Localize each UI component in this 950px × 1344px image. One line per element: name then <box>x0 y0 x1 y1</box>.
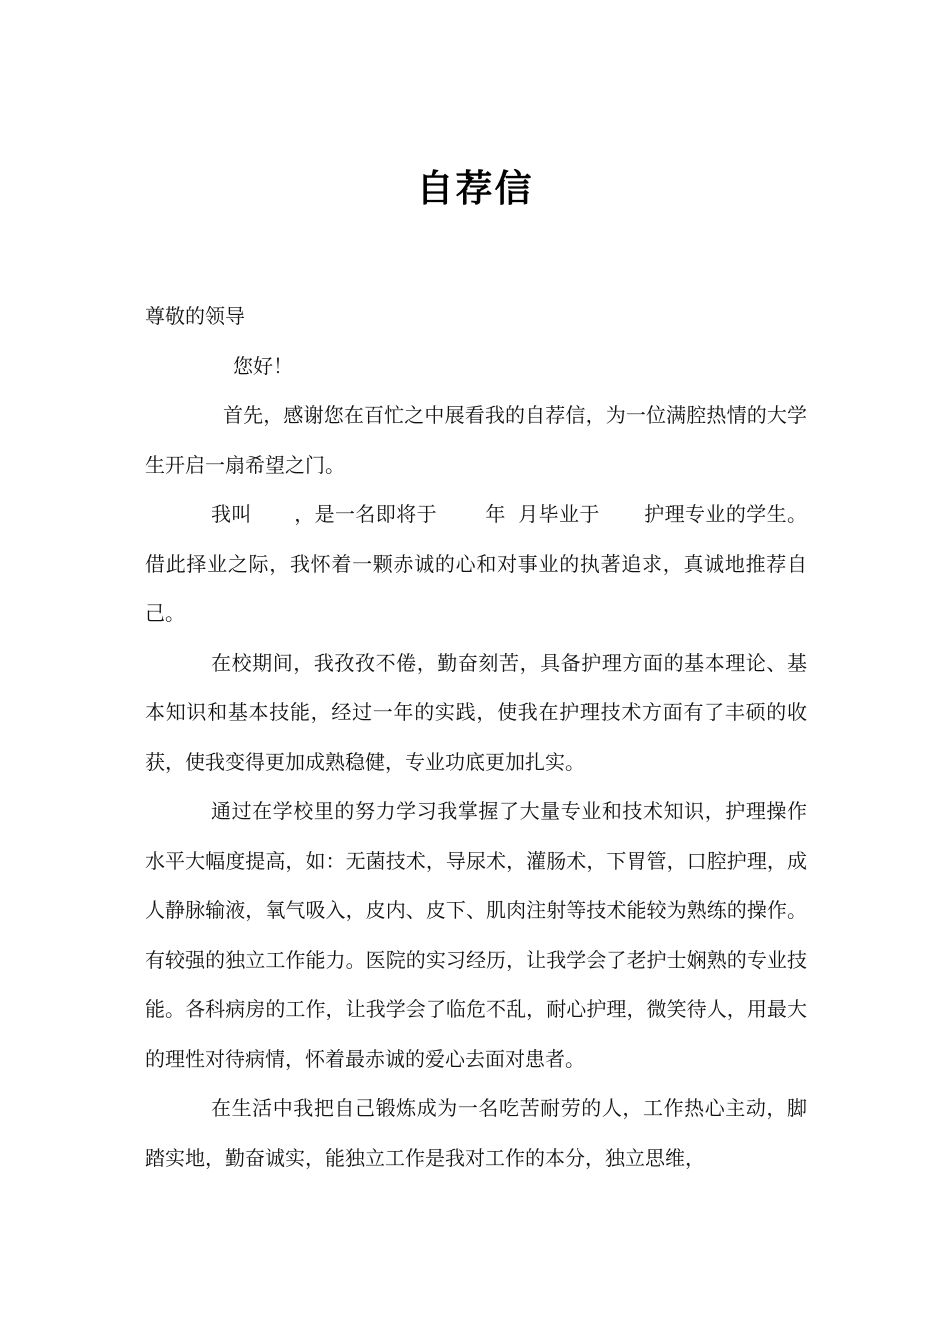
greeting: 您好！ <box>233 353 293 378</box>
intro-text-3: 年 <box>485 502 506 526</box>
intro-text-4: 月毕业于 <box>517 502 600 526</box>
paragraph-introduction <box>145 490 807 639</box>
document-title: 自荐信 <box>416 167 534 210</box>
intro-text-1: 我叫 <box>211 502 252 526</box>
letter-body <box>145 292 807 1183</box>
paragraph-skills: 通过在学校里的努力学习我掌握了大量专业和技术知识，护理操作水平大幅度提高，如：无菌技术，导尿术，灌肠术，下胃管，口腔护理，成人静脉输液，氧气吸入，皮内、皮下、肌肉注射等技术能较为熟练的操作。有较强的独立工作能力。医院的实习经历，让我学会了老护士娴熟的专业技能。各科病房的工作，让我学会了临危不乱，耐心护理，微笑待人，用最大的理性对待病情，怀着最赤诚的爱心去面对患者。 <box>145 799 807 1071</box>
paragraph-thanks: 首先，感谢您在百忙之中展看我的自荐信，为一位满腔热情的大学生开启一扇希望之门。 <box>145 403 807 477</box>
intro-text-2: ，是一名即将于 <box>293 502 438 526</box>
paragraph-life: 在生活中我把自己锻炼成为一名吃苦耐劳的人，工作热心主动，脚踏实地，勤奋诚实，能独立工作是我对工作的本分，独立思维， <box>145 1096 807 1170</box>
salutation: 尊敬的领导 <box>145 304 245 328</box>
paragraph-studies: 在校期间，我孜孜不倦，勤奋刻苦，具备护理方面的基本理论、基本知识和基本技能，经过一年的实践，使我在护理技术方面有了丰硕的收获，使我变得更加成熟稳健，专业功底更加扎实。 <box>145 650 807 774</box>
intro-text-5: 护理专业的学生。借此择业之际，我怀着一颗赤诚的心和对事业的执著追求，真诚地推荐自己。 <box>145 502 808 625</box>
